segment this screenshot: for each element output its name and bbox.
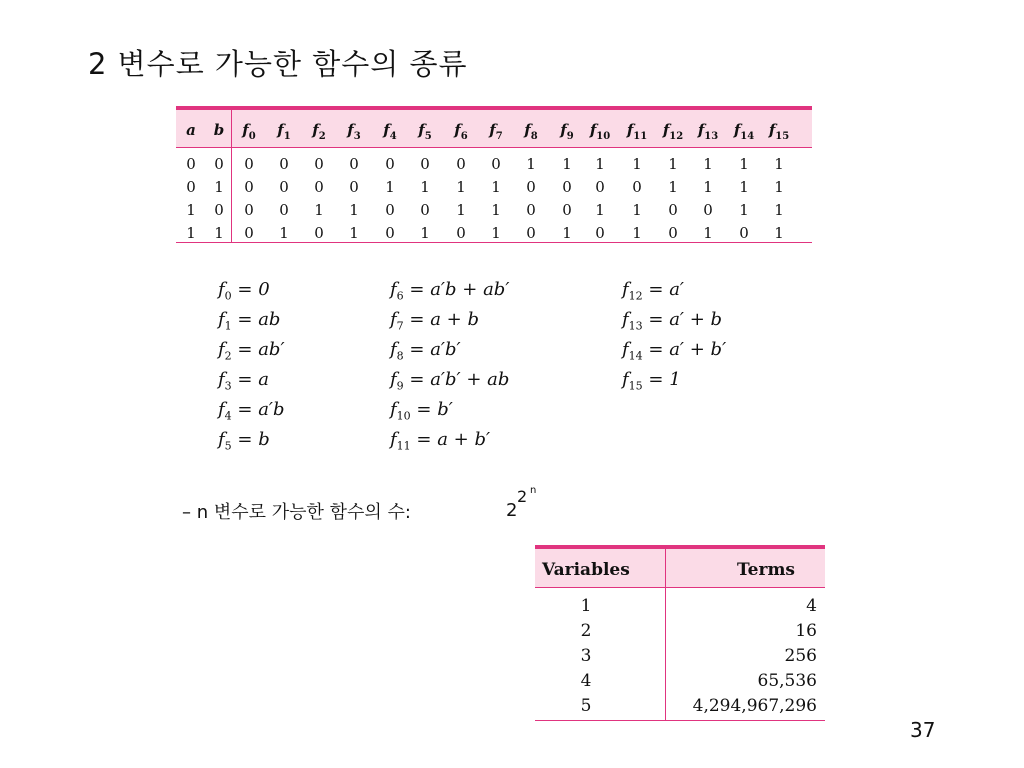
function-symbol: f (218, 369, 225, 390)
function-definition (218, 365, 285, 395)
function-list-col3 (622, 275, 726, 395)
truth-table-cell: 0 (526, 224, 536, 242)
truth-table-header-cell (764, 121, 794, 142)
function-symbol: f (662, 121, 670, 139)
function-symbol: f (347, 121, 354, 139)
truth-table-cell: 0 (385, 224, 395, 242)
function-expression: = 0 (231, 279, 270, 300)
truth-table-cell: 0 (214, 201, 224, 219)
function-symbol: f (589, 121, 597, 139)
variables-terms-row (535, 696, 825, 721)
variables-cell: 4 (580, 671, 592, 691)
header-terms: Terms (736, 560, 795, 580)
truth-table-cell: 1 (668, 155, 678, 173)
function-subscript: 12 (628, 289, 643, 303)
formula-exponent-exponent: n (530, 485, 537, 496)
truth-table-cell: 1 (739, 155, 749, 173)
truth-table-cell: 1 (739, 201, 749, 219)
function-symbol: f (218, 279, 225, 300)
terms-cell: 65,536 (757, 671, 817, 691)
function-subscript: 15 (775, 131, 790, 142)
truth-table-cell: 1 (456, 178, 466, 196)
function-expression: = a′b′ + ab (403, 369, 510, 390)
function-symbol: f (733, 121, 741, 139)
function-subscript: 8 (530, 131, 538, 142)
truth-table-cell: 0 (420, 201, 430, 219)
function-symbol: f (622, 309, 629, 330)
truth-table-cell: 1 (186, 224, 196, 242)
function-symbol: f (489, 121, 496, 139)
function-definition (218, 275, 285, 305)
truth-table-cell: 1 (214, 224, 224, 242)
function-symbol: f (622, 279, 629, 300)
truth-table-header-cell (375, 121, 405, 142)
function-subscript: 6 (460, 131, 468, 142)
truth-table-cell: 1 (774, 155, 784, 173)
function-symbol: f (560, 121, 567, 139)
truth-table-cell: 0 (314, 155, 324, 173)
truth-table-cell: 1 (349, 224, 359, 242)
variables-terms-row (535, 621, 825, 646)
variables-terms-body (535, 588, 825, 720)
function-symbol: f (390, 399, 397, 420)
truth-table-body (176, 148, 812, 242)
function-expression: = a′ (642, 279, 685, 300)
function-subscript: 10 (396, 409, 411, 423)
truth-table-header-cell (234, 121, 264, 142)
truth-table-cell: 1 (632, 201, 642, 219)
function-expression: = a + b (403, 309, 479, 330)
function-symbol: f (390, 429, 397, 450)
truth-table-cell: 0 (456, 155, 466, 173)
function-expression: = a′ + b (642, 309, 723, 330)
column-divider (231, 110, 232, 242)
truth-table-cell: 1 (385, 178, 395, 196)
truth-table-cell: 0 (244, 155, 254, 173)
variables-cell: 5 (580, 696, 592, 716)
function-subscript: 10 (596, 131, 611, 142)
truth-table-cell: 0 (244, 224, 254, 242)
function-definition (218, 395, 285, 425)
function-subscript: 9 (396, 379, 404, 393)
function-definition (390, 425, 509, 455)
truth-table-cell: 0 (349, 155, 359, 173)
function-subscript: 14 (740, 131, 755, 142)
truth-table-cell: 0 (279, 178, 289, 196)
truth-table-cell: 0 (314, 224, 324, 242)
truth-table-header-cell (446, 121, 476, 142)
truth-table-header-cell (585, 121, 615, 142)
truth-table-cell: 1 (186, 201, 196, 219)
function-subscript: 5 (224, 439, 232, 453)
terms-cell: 4,294,967,296 (692, 696, 817, 716)
truth-table (176, 106, 812, 243)
function-subscript: 2 (318, 131, 326, 142)
function-expression: = a + b′ (410, 429, 491, 450)
function-subscript: 4 (389, 131, 397, 142)
function-subscript: 6 (396, 289, 404, 303)
function-subscript: 13 (628, 319, 643, 333)
truth-table-cell: 1 (774, 178, 784, 196)
function-definition (390, 365, 509, 395)
function-count-text: – n 변수로 가능한 함수의 수: (182, 502, 411, 523)
function-subscript: 9 (566, 131, 574, 142)
function-subscript: 0 (248, 131, 256, 142)
function-symbol: f (218, 339, 225, 360)
function-definition (622, 335, 726, 365)
function-symbol: f (218, 309, 225, 330)
function-symbol: f (390, 369, 397, 390)
function-symbol: f (390, 309, 397, 330)
column-divider (665, 549, 666, 721)
truth-table-cell: 0 (244, 178, 254, 196)
function-expression: = b (231, 429, 270, 450)
terms-cell: 4 (806, 596, 817, 616)
function-definition (390, 335, 509, 365)
function-subscript: 1 (283, 131, 291, 142)
function-expression: = ab (231, 309, 281, 330)
function-expression: = 1 (642, 369, 681, 390)
truth-table-header-cell (516, 121, 546, 142)
function-list-col2 (390, 275, 509, 455)
truth-table-header-cell (304, 121, 334, 142)
function-definition (218, 305, 285, 335)
function-definition (218, 335, 285, 365)
truth-table-cell: 0 (214, 155, 224, 173)
truth-table-cell: 1 (491, 201, 501, 219)
truth-table-cell: 1 (349, 201, 359, 219)
truth-table-cell: 1 (214, 178, 224, 196)
truth-table-cell: 0 (279, 201, 289, 219)
function-subscript: 3 (224, 379, 232, 393)
function-subscript: 3 (353, 131, 361, 142)
function-subscript: 13 (704, 131, 719, 142)
function-symbol: f (697, 121, 705, 139)
truth-table-header-cell (410, 121, 440, 142)
function-definition (622, 275, 726, 305)
function-symbol: f (454, 121, 461, 139)
table-bottom-rule (176, 242, 812, 243)
function-definition (218, 425, 285, 455)
function-expression: = a (231, 369, 269, 390)
truth-table-cell: 1 (526, 155, 536, 173)
truth-table-cell: 1 (456, 201, 466, 219)
function-subscript: 12 (669, 131, 684, 142)
function-definition (390, 305, 509, 335)
truth-table-cell: 0 (632, 178, 642, 196)
function-subscript: 14 (628, 349, 643, 363)
function-symbol: f (312, 121, 319, 139)
truth-table-header (176, 110, 812, 148)
truth-table-cell: 0 (186, 178, 196, 196)
function-subscript: 7 (495, 131, 503, 142)
truth-table-header-cell (339, 121, 369, 142)
truth-table-header-cell (622, 121, 652, 142)
function-symbol: f (524, 121, 531, 139)
truth-table-cell: 1 (668, 178, 678, 196)
truth-table-cell: 0 (703, 201, 713, 219)
truth-table-cell: 0 (244, 201, 254, 219)
truth-table-cell: 0 (456, 224, 466, 242)
function-subscript: 0 (224, 289, 232, 303)
truth-table-header-cell (658, 121, 688, 142)
truth-table-cell: 0 (595, 178, 605, 196)
function-subscript: 4 (224, 409, 232, 423)
truth-table-cell: 0 (420, 155, 430, 173)
truth-table-cell: 1 (420, 178, 430, 196)
truth-table-header-cell (693, 121, 723, 142)
truth-table-cell: 1 (314, 201, 324, 219)
function-list-col1 (218, 275, 285, 455)
truth-table-cell: 0 (526, 201, 536, 219)
truth-table-cell: 0 (314, 178, 324, 196)
truth-table-cell: 0 (385, 155, 395, 173)
function-subscript: 15 (628, 379, 643, 393)
page-number: 37 (910, 718, 936, 742)
truth-table-cell: 1 (774, 224, 784, 242)
truth-table-cell: 0 (385, 201, 395, 219)
truth-table-cell: 1 (774, 201, 784, 219)
truth-table-cell: 0 (562, 178, 572, 196)
function-symbol: f (768, 121, 776, 139)
truth-table-header-cell (481, 121, 511, 142)
truth-table-header-cell (269, 121, 299, 142)
truth-table-cell: 1 (739, 178, 749, 196)
variables-terms-header (535, 549, 825, 588)
truth-table-cell: 0 (186, 155, 196, 173)
variables-terms-row (535, 596, 825, 621)
truth-table-cell: 1 (491, 224, 501, 242)
terms-cell: 256 (784, 646, 817, 666)
function-expression: = a′b + ab′ (403, 279, 510, 300)
function-definition (622, 305, 726, 335)
truth-table-cell: 1 (562, 224, 572, 242)
truth-table-header-cell (729, 121, 759, 142)
slide-title: 2 변수로 가능한 함수의 종류 (88, 47, 468, 81)
function-subscript: 1 (224, 319, 232, 333)
variables-terms-row (535, 671, 825, 696)
function-subscript: 2 (224, 349, 232, 363)
truth-table-cell: 1 (632, 155, 642, 173)
truth-table-cell: 0 (739, 224, 749, 242)
truth-table-cell: 0 (668, 201, 678, 219)
function-expression: = b′ (410, 399, 453, 420)
truth-table-header-cell: a (186, 121, 196, 139)
function-symbol: f (626, 121, 634, 139)
truth-table-cell: 1 (632, 224, 642, 242)
truth-table-header-cell: b (213, 121, 225, 139)
header-variables: Variables (542, 560, 630, 580)
function-symbol: f (277, 121, 284, 139)
truth-table-cell: 1 (703, 155, 713, 173)
function-subscript: 5 (424, 131, 432, 142)
truth-table-cell: 1 (420, 224, 430, 242)
function-symbol: f (390, 279, 397, 300)
truth-table-cell: 1 (279, 224, 289, 242)
variables-cell: 2 (580, 621, 592, 641)
formula-base: 2 (506, 500, 518, 521)
formula-exponent-base: 2 (517, 487, 528, 506)
function-symbol: f (622, 369, 629, 390)
function-symbol: f (390, 339, 397, 360)
truth-table-cell: 1 (595, 201, 605, 219)
function-subscript: 8 (396, 349, 404, 363)
function-expression: = a′b (231, 399, 285, 420)
truth-table-cell: 1 (703, 178, 713, 196)
function-expression: = a′ + b′ (642, 339, 727, 360)
truth-table-cell: 0 (526, 178, 536, 196)
variables-cell: 1 (580, 596, 592, 616)
function-symbol: f (218, 429, 225, 450)
function-symbol: f (218, 399, 225, 420)
function-subscript: 11 (633, 131, 648, 142)
function-expression: = a′b′ (403, 339, 461, 360)
function-expression: = ab′ (231, 339, 285, 360)
truth-table-cell: 0 (595, 224, 605, 242)
terms-cell: 16 (795, 621, 817, 641)
truth-table-cell: 1 (595, 155, 605, 173)
function-definition (622, 365, 726, 395)
function-definition (390, 395, 509, 425)
function-subscript: 7 (396, 319, 404, 333)
truth-table-cell: 0 (562, 201, 572, 219)
truth-table-cell: 0 (668, 224, 678, 242)
truth-table-cell: 1 (491, 178, 501, 196)
function-subscript: 11 (396, 439, 411, 453)
variables-cell: 3 (580, 646, 592, 666)
variables-terms-table (535, 545, 825, 721)
function-symbol: f (383, 121, 390, 139)
function-symbol: f (418, 121, 425, 139)
function-definition (390, 275, 509, 305)
truth-table-cell: 0 (279, 155, 289, 173)
truth-table-cell: 1 (562, 155, 572, 173)
truth-table-cell: 1 (703, 224, 713, 242)
function-symbol: f (622, 339, 629, 360)
function-symbol: f (242, 121, 249, 139)
truth-table-cell: 0 (349, 178, 359, 196)
truth-table-header-cell (552, 121, 582, 142)
variables-terms-row (535, 646, 825, 671)
truth-table-cell: 0 (491, 155, 501, 173)
